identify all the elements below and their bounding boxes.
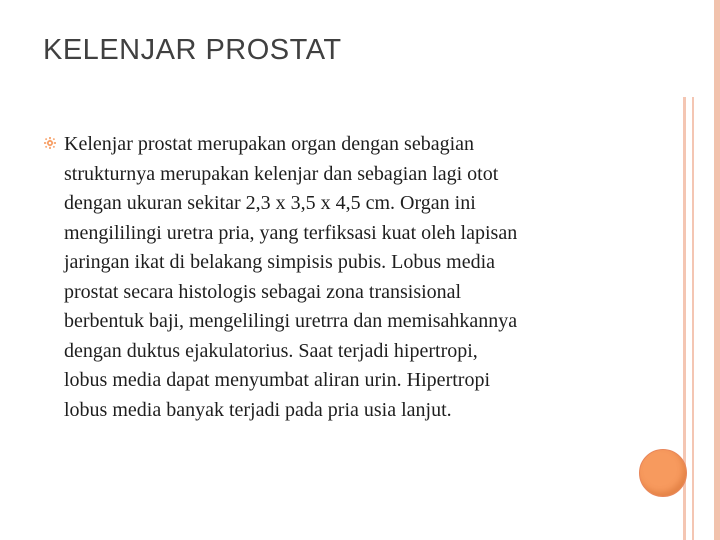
bullet-text: [64, 130, 624, 425]
text-line: mengililingi uretra pria, yang terfiksasi kuat oleh lapisan: [64, 221, 518, 244]
decorative-right-edge: [714, 0, 720, 540]
bullet-item: [44, 130, 624, 425]
title-area: [0, 0, 700, 97]
sun-bullet-icon: [44, 137, 56, 149]
text-line: dengan duktus ejakulatorius. Saat terjadi hipertropi,: [64, 339, 478, 362]
text-line: prostat secara histologis sebagai zona transisional: [64, 280, 462, 303]
text-line: Kelenjar prostat merupakan organ dengan sebagian: [64, 133, 475, 155]
text-line: jaringan ikat di belakang simpisis pubis. Lobus media: [64, 251, 496, 273]
text-line: lobus media dapat menyumbat aliran urin. Hipertropi: [64, 369, 490, 391]
text-line: strukturnya merupakan kelenjar dan sebagian lagi otot: [64, 162, 499, 185]
slide-title: KELENJAR PROSTAT: [43, 34, 342, 66]
text-line: lobus media banyak terjadi pada pria usia lanjut.: [64, 398, 452, 421]
decorative-orange-circle: [639, 449, 687, 497]
text-line: berbentuk baji, mengelilingi uretrra dan memisahkannya: [64, 310, 518, 332]
text-line: dengan ukuran sekitar 2,3 x 3,5 x 4,5 cm. Organ ini: [64, 192, 476, 214]
